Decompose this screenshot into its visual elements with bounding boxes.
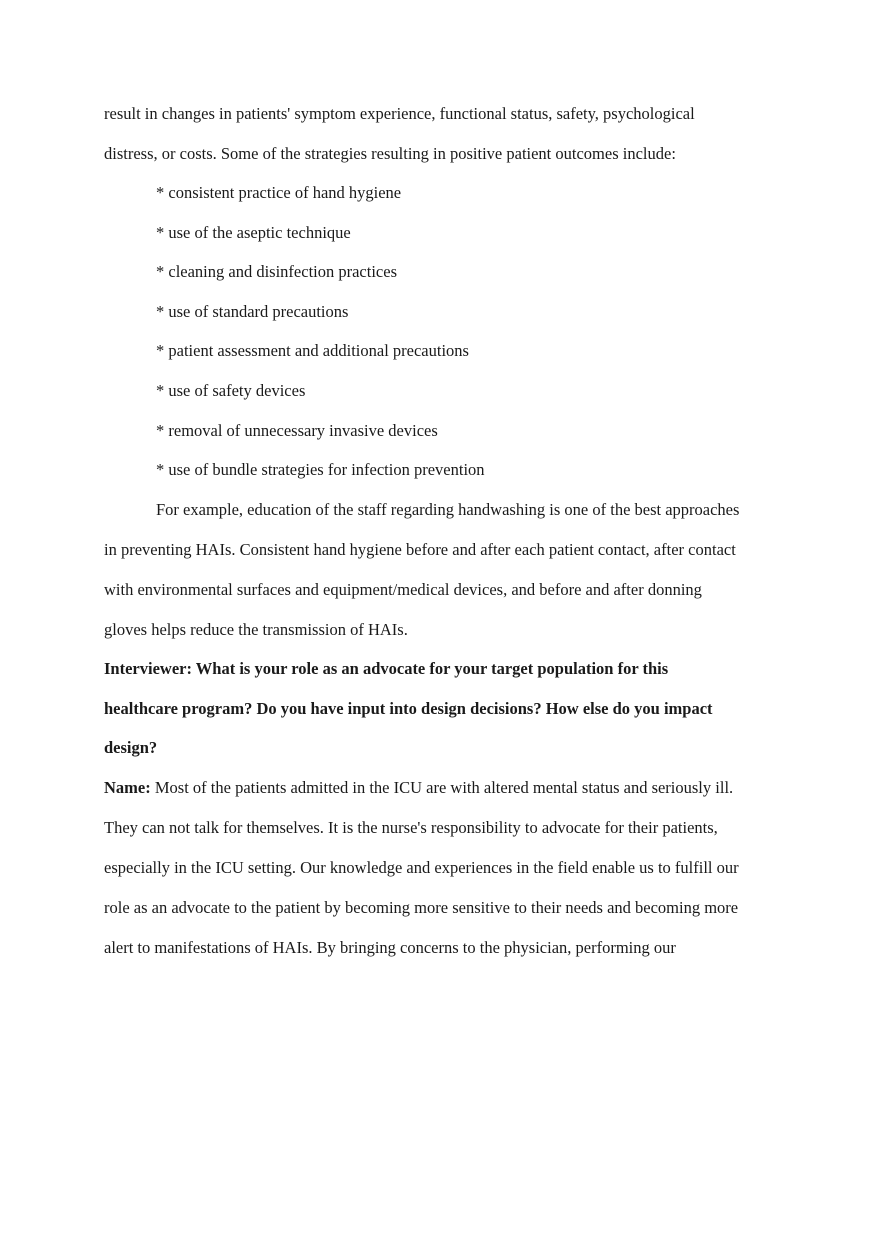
interviewer-question-line-3: design?	[104, 738, 158, 757]
answer-text: Most of the patients admitted in the ICU are with altered mental status and seriously ill.	[150, 778, 734, 797]
answer-line-2: They can not talk for themselves. It is the nurse's responsibility to advocate for their patients,	[104, 818, 718, 837]
speaker-label: Name:	[104, 778, 151, 797]
list-item: * use of the aseptic technique	[156, 223, 351, 242]
answer-line-5: alert to manifestations of HAIs. By bringing concerns to the physician, performing our	[104, 938, 676, 957]
example-line-3: with environmental surfaces and equipment/medical devices, and before and after donning	[104, 580, 702, 599]
intro-line-2: distress, or costs. Some of the strategies resulting in positive patient outcomes include:	[104, 144, 676, 163]
list-item: * removal of unnecessary invasive devices	[156, 421, 438, 440]
intro-line-1: result in changes in patients' symptom experience, functional status, safety, psychological	[104, 104, 695, 123]
list-item: * use of standard precautions	[156, 302, 349, 321]
interviewer-question-line-1: Interviewer: What is your role as an advocate for your target population for this	[104, 659, 669, 678]
answer-line-1	[104, 778, 733, 798]
example-line-1: For example, education of the staff regarding handwashing is one of the best approaches	[156, 500, 740, 519]
answer-line-3: especially in the ICU setting. Our knowledge and experiences in the field enable us to fulfill our	[104, 858, 739, 877]
list-item: * cleaning and disinfection practices	[156, 262, 397, 281]
answer-line-4: role as an advocate to the patient by becoming more sensitive to their needs and becoming more	[104, 898, 739, 917]
list-item: * consistent practice of hand hygiene	[156, 183, 402, 202]
example-line-2: in preventing HAIs. Consistent hand hygiene before and after each patient contact, after contact	[104, 540, 736, 559]
list-item: * use of bundle strategies for infection prevention	[156, 460, 485, 479]
list-item: * use of safety devices	[156, 381, 306, 400]
list-item: * patient assessment and additional precautions	[156, 341, 469, 360]
example-line-4: gloves helps reduce the transmission of HAIs.	[104, 620, 408, 639]
interviewer-question-line-2: healthcare program? Do you have input into design decisions? How else do you impact	[104, 699, 713, 718]
